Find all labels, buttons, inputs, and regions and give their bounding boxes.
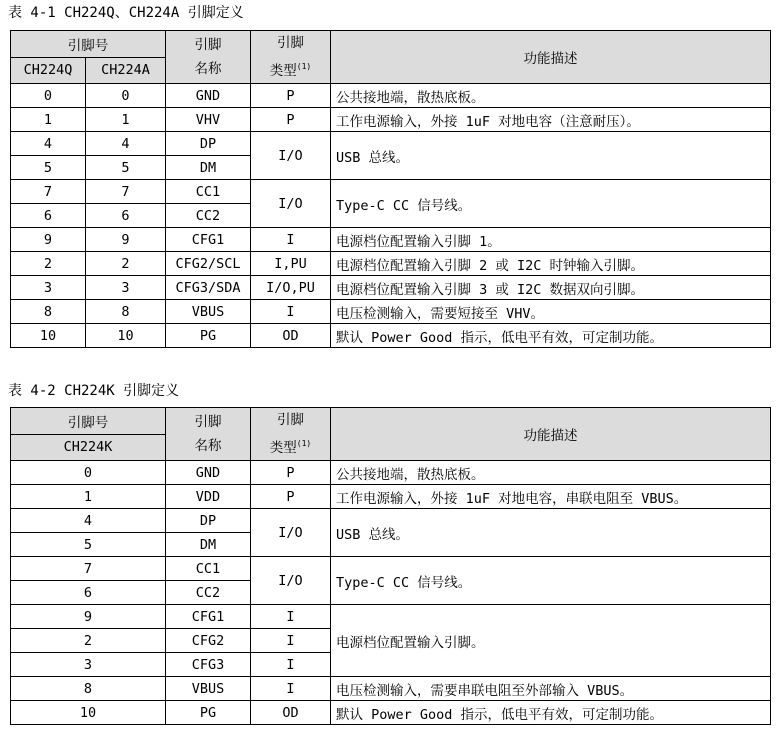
header-pin-number: 引脚号	[11, 31, 166, 58]
pin-description: 电源档位配置输入引脚 3 或 I2C 数据双向引脚。	[331, 276, 771, 300]
pin-type: I	[251, 653, 331, 677]
table-1-caption: 表 4-1 CH224Q、CH224A 引脚定义	[8, 5, 244, 21]
pin-name: CFG1	[166, 228, 251, 252]
pin-definition-table-ch224k	[10, 407, 771, 725]
pin-ch224k: 1	[11, 485, 166, 509]
pin-name: GND	[166, 461, 251, 485]
header-pin-type-line2: 类型	[269, 440, 297, 456]
header-pin-name	[166, 31, 251, 84]
pin-name: CFG2/SCL	[166, 252, 251, 276]
table-row	[11, 461, 771, 485]
pin-type: I/O	[251, 557, 331, 605]
pin-ch224q: 4	[11, 132, 86, 156]
pin-type: P	[251, 461, 331, 485]
header-ch224a: CH224A	[86, 57, 166, 84]
pin-ch224k: 6	[11, 581, 166, 605]
table-row	[11, 485, 771, 509]
pin-description: 默认 Power Good 指示，低电平有效，可定制功能。	[331, 701, 771, 725]
pin-name: DM	[166, 156, 251, 180]
pin-ch224k: 8	[11, 677, 166, 701]
table-row	[11, 677, 771, 701]
pin-ch224q: 2	[11, 252, 86, 276]
pin-ch224k: 9	[11, 605, 166, 629]
table-row	[11, 324, 771, 348]
pin-type: I	[251, 677, 331, 701]
pin-description: 公共接地端，散热底板。	[331, 84, 771, 108]
header-pin-type-line1: 引脚	[277, 412, 304, 428]
pin-ch224k: 5	[11, 533, 166, 557]
pin-name: CFG2	[166, 629, 251, 653]
pin-name: GND	[166, 84, 251, 108]
pin-ch224k: 3	[11, 653, 166, 677]
pin-name: CFG3	[166, 653, 251, 677]
pin-name: VBUS	[166, 677, 251, 701]
table-row	[11, 701, 771, 725]
pin-name: CC2	[166, 581, 251, 605]
pin-type: I/O,PU	[251, 276, 331, 300]
pin-ch224q: 0	[11, 84, 86, 108]
header-pin-type-line1: 引脚	[277, 35, 304, 51]
pin-type: I	[251, 300, 331, 324]
pin-description: 电压检测输入，需要串联电阻至外部输入 VBUS。	[331, 677, 771, 701]
header-ch224k: CH224K	[11, 434, 166, 461]
pin-name: PG	[166, 701, 251, 725]
pin-type: OD	[251, 324, 331, 348]
header-pin-type-line2: 类型	[269, 63, 297, 79]
pin-type: I,PU	[251, 252, 331, 276]
table-row	[11, 132, 771, 156]
header-pin-type-footnote: (1)	[296, 439, 312, 448]
pin-ch224a: 0	[86, 84, 166, 108]
header-pin-type	[251, 31, 331, 84]
pin-type: OD	[251, 701, 331, 725]
pin-description: USB 总线。	[331, 132, 771, 180]
pin-description: 公共接地端，散热底板。	[331, 461, 771, 485]
pin-ch224q: 3	[11, 276, 86, 300]
pin-ch224q: 10	[11, 324, 86, 348]
pin-ch224a: 10	[86, 324, 166, 348]
pin-type: I/O	[251, 180, 331, 228]
pin-name: VDD	[166, 485, 251, 509]
pin-type: I	[251, 605, 331, 629]
table-row	[11, 180, 771, 204]
table-row	[11, 252, 771, 276]
header-pin-name	[166, 408, 251, 461]
table-row	[11, 300, 771, 324]
pin-ch224q: 7	[11, 180, 86, 204]
header-pin-name-line2: 名称	[194, 61, 222, 77]
pin-name: CC1	[166, 557, 251, 581]
pin-type: P	[251, 84, 331, 108]
table-row	[11, 605, 771, 629]
pin-ch224a: 6	[86, 204, 166, 228]
pin-description: Type-C CC 信号线。	[331, 557, 771, 605]
pin-type: I	[251, 228, 331, 252]
pin-type: I/O	[251, 509, 331, 557]
header-pin-number: 引脚号	[11, 408, 166, 435]
pin-name: CFG1	[166, 605, 251, 629]
header-pin-name-line1: 引脚	[194, 37, 222, 53]
pin-name: DP	[166, 509, 251, 533]
pin-name: CC2	[166, 204, 251, 228]
table-2-caption: 表 4-2 CH224K 引脚定义	[8, 383, 180, 399]
header-ch224q: CH224Q	[11, 57, 86, 84]
pin-ch224k: 4	[11, 509, 166, 533]
pin-ch224k: 10	[11, 701, 166, 725]
pin-ch224q: 8	[11, 300, 86, 324]
pin-description: 默认 Power Good 指示，低电平有效，可定制功能。	[331, 324, 771, 348]
pin-ch224a: 1	[86, 108, 166, 132]
pin-description: 电源档位配置输入引脚 2 或 I2C 时钟输入引脚。	[331, 252, 771, 276]
header-pin-name-line2: 名称	[194, 438, 222, 454]
pin-ch224a: 5	[86, 156, 166, 180]
pin-ch224a: 7	[86, 180, 166, 204]
pin-description: Type-C CC 信号线。	[331, 180, 771, 228]
pin-name: DM	[166, 533, 251, 557]
pin-description: 工作电源输入，外接 1uF 对地电容，串联电阻至 VBUS。	[331, 485, 771, 509]
pin-ch224q: 1	[11, 108, 86, 132]
pin-name: CFG3/SDA	[166, 276, 251, 300]
pin-description: USB 总线。	[331, 509, 771, 557]
pin-name: VBUS	[166, 300, 251, 324]
pin-description: 电压检测输入，需要短接至 VHV。	[331, 300, 771, 324]
pin-ch224a: 4	[86, 132, 166, 156]
pin-name: CC1	[166, 180, 251, 204]
pin-definition-table-ch224q-ch224a	[10, 30, 771, 348]
pin-ch224k: 7	[11, 557, 166, 581]
pin-description: 工作电源输入，外接 1uF 对地电容（注意耐压）。	[331, 108, 771, 132]
pin-ch224q: 5	[11, 156, 86, 180]
pin-description: 电源档位配置输入引脚 1。	[331, 228, 771, 252]
table-row	[11, 108, 771, 132]
pin-name: VHV	[166, 108, 251, 132]
pin-type: P	[251, 108, 331, 132]
pin-ch224a: 8	[86, 300, 166, 324]
pin-ch224k: 0	[11, 461, 166, 485]
pin-ch224a: 2	[86, 252, 166, 276]
table-row	[11, 509, 771, 533]
pin-type: I/O	[251, 132, 331, 180]
table-row	[11, 84, 771, 108]
table-row	[11, 228, 771, 252]
pin-type: I	[251, 629, 331, 653]
pin-type: P	[251, 485, 331, 509]
pin-name: PG	[166, 324, 251, 348]
header-function-description: 功能描述	[331, 31, 771, 84]
pin-ch224k: 2	[11, 629, 166, 653]
pin-ch224a: 9	[86, 228, 166, 252]
header-pin-name-line1: 引脚	[194, 414, 222, 430]
table-row	[11, 557, 771, 581]
pin-name: DP	[166, 132, 251, 156]
header-pin-type	[251, 408, 331, 461]
pin-description: 电源档位配置输入引脚。	[331, 605, 771, 677]
pin-ch224a: 3	[86, 276, 166, 300]
header-function-description: 功能描述	[331, 408, 771, 461]
pin-ch224q: 9	[11, 228, 86, 252]
header-pin-type-footnote: (1)	[296, 62, 312, 71]
table-row	[11, 276, 771, 300]
pin-ch224q: 6	[11, 204, 86, 228]
